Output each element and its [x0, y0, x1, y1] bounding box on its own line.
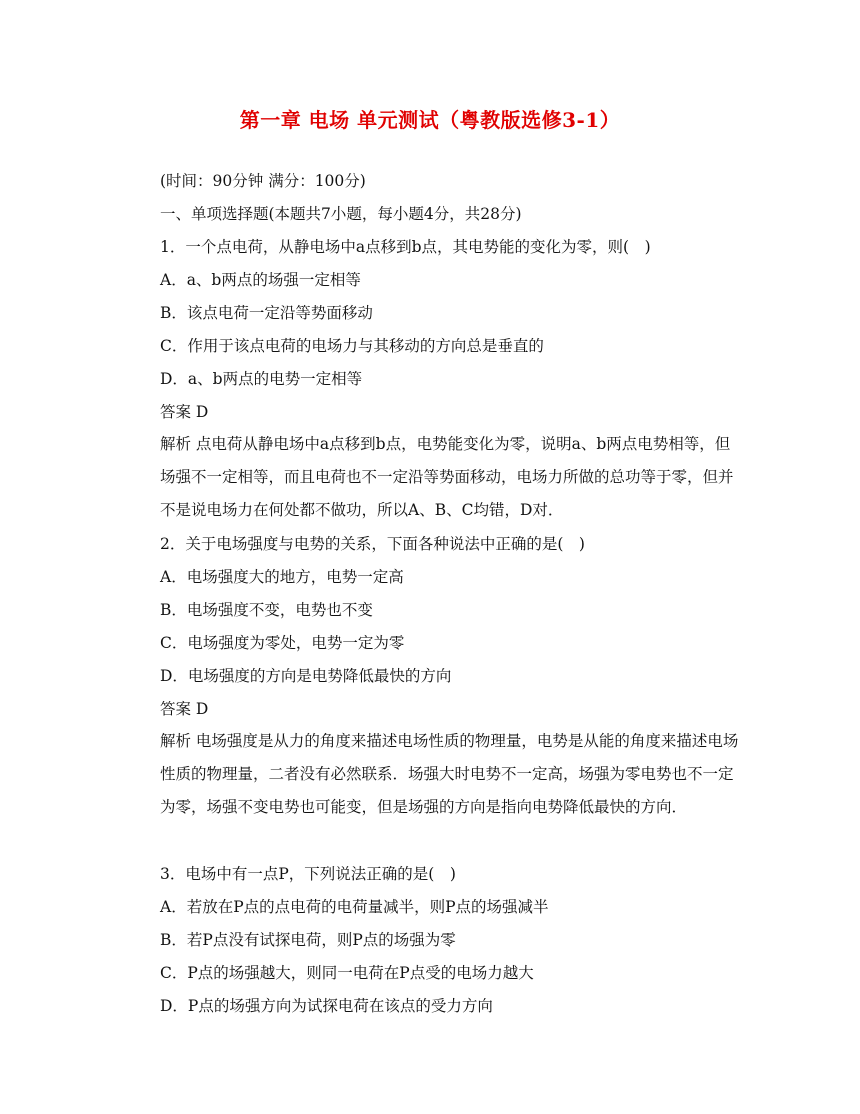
- section-heading: 一、单项选择题(本题共7小题，每小题4分，共28分): [160, 205, 522, 223]
- question-2-answer: 答案 D: [160, 700, 209, 718]
- question-3-option-b: B．若P点没有试探电荷，则P点的场强为零: [160, 931, 456, 949]
- question-1-option-c: C．作用于该点电荷的电场力与其移动的方向总是垂直的: [160, 337, 544, 355]
- question-1-option-b: B．该点电荷一定沿等势面移动: [160, 304, 373, 322]
- question-1-analysis: 解析 点电荷从静电场中a点移到b点，电势能变化为零，说明a、b两点电势相等，但场强不一定相等，而且电荷也不一定沿等势面移动，电场力所做的总功等于零，但并不是说电场力在何处都不做功，所以A、B、C均错，D对．: [160, 435, 734, 519]
- question-2-option-a: A．电场强度大的地方，电势一定高: [160, 568, 404, 586]
- question-3-option-c: C．P点的场强越大，则同一电荷在P点受的电场力越大: [160, 964, 534, 982]
- question-3-stem: 3．电场中有一点P，下列说法正确的是( ): [160, 865, 456, 883]
- question-2-option-d: D．电场强度的方向是电势降低最快的方向: [160, 667, 452, 685]
- question-2-option-c: C．电场强度为零处，电势一定为零: [160, 634, 405, 652]
- question-3-option-a: A．若放在P点的点电荷的电荷量减半，则P点的场强减半: [160, 898, 549, 916]
- question-2-analysis: 解析 电场强度是从力的角度来描述电场性质的物理量，电势是从能的角度来描述电场性质的物理量，二者没有必然联系．场强大时电势不一定高，场强为零电势也不一定为零，场强不变电势也可能变，但是场强的方向是指向电势降低最快的方向．: [160, 732, 739, 816]
- document-title: 第一章 电场 单元测试（粤教版选修3-1）: [239, 108, 621, 132]
- question-3-option-d: D．P点的场强方向为试探电荷在该点的受力方向: [160, 997, 493, 1015]
- question-2-option-b: B．电场强度不变，电势也不变: [160, 601, 373, 619]
- question-1-option-a: A．a、b两点的场强一定相等: [160, 271, 361, 289]
- question-2-stem: 2．关于电场强度与电势的关系，下面各种说法中正确的是( ): [160, 535, 585, 553]
- question-1-answer: 答案 D: [160, 403, 209, 421]
- question-1-option-d: D．a、b两点的电势一定相等: [160, 370, 363, 388]
- exam-meta: (时间：90分钟 满分：100分): [160, 172, 366, 190]
- question-1-stem: 1．一个点电荷，从静电场中a点移到b点，其电势能的变化为零，则( ): [160, 238, 651, 256]
